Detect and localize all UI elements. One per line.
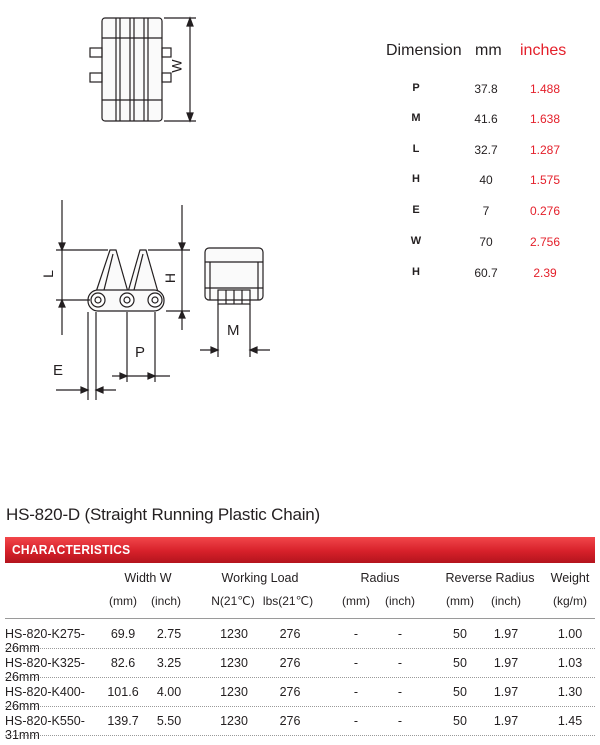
rev-mm-subheader: (mm) bbox=[446, 594, 474, 608]
row-rev-inch: 1.97 bbox=[493, 627, 519, 641]
end-view-drawing bbox=[200, 248, 270, 357]
table-row bbox=[5, 707, 595, 742]
row-load-n: 1230 bbox=[220, 685, 248, 699]
row-radius-inch: - bbox=[397, 627, 403, 641]
dimension-key: H bbox=[412, 266, 420, 278]
row-width-inch: 5.50 bbox=[156, 714, 182, 728]
row-radius-inch: - bbox=[397, 685, 403, 699]
end-view-m-label: M bbox=[227, 322, 240, 339]
working-load-group-header: Working Load bbox=[221, 571, 299, 585]
row-radius-mm: - bbox=[353, 656, 359, 670]
row-radius-mm: - bbox=[353, 685, 359, 699]
dimension-mm-value: 37.8 bbox=[474, 82, 498, 96]
inches-header: inches bbox=[520, 42, 567, 59]
load-lbs-subheader: lbs(21℃) bbox=[262, 594, 314, 608]
side-view-drawing bbox=[56, 200, 190, 400]
row-weight: 1.03 bbox=[557, 656, 583, 670]
dimension-key: W bbox=[410, 235, 422, 247]
reverse-radius-group-header: Reverse Radius bbox=[445, 571, 535, 585]
table-row bbox=[5, 620, 595, 655]
table-header-rule bbox=[5, 618, 595, 619]
dimension-mm-value: 41.6 bbox=[474, 112, 498, 126]
dimension-key: P bbox=[412, 82, 420, 94]
side-view-e-label: E bbox=[53, 362, 64, 379]
row-width-mm: 82.6 bbox=[110, 656, 136, 670]
row-rev-mm: 50 bbox=[453, 627, 467, 641]
width-mm-subheader: (mm) bbox=[109, 594, 137, 608]
row-width-inch: 4.00 bbox=[156, 685, 182, 699]
width-group-header: Width W bbox=[124, 571, 172, 585]
table-row bbox=[5, 649, 595, 684]
dimension-key: E bbox=[412, 204, 420, 216]
load-n-subheader: N(21℃) bbox=[211, 594, 255, 608]
dimension-inches-value: 0.276 bbox=[529, 204, 561, 218]
dimension-mm-value: 7 bbox=[482, 204, 490, 218]
weight-unit-subheader: (kg/m) bbox=[553, 594, 587, 608]
weight-group-header: Weight bbox=[550, 571, 590, 585]
row-radius-inch: - bbox=[397, 656, 403, 670]
side-view-l-label: L bbox=[39, 270, 56, 278]
dimension-row bbox=[380, 235, 570, 255]
dimension-key: L bbox=[412, 143, 420, 155]
dimension-inches-value: 1.488 bbox=[529, 82, 561, 96]
row-width-inch: 3.25 bbox=[156, 656, 182, 670]
table-row bbox=[5, 678, 595, 713]
row-load-lbs: 276 bbox=[279, 685, 301, 699]
row-rev-inch: 1.97 bbox=[493, 656, 519, 670]
row-radius-inch: - bbox=[397, 714, 403, 728]
radius-mm-subheader: (mm) bbox=[342, 594, 370, 608]
dimension-key: M bbox=[411, 112, 421, 124]
dimension-mm-value: 60.7 bbox=[474, 266, 498, 280]
dimension-row bbox=[380, 204, 570, 224]
row-rev-mm: 50 bbox=[453, 714, 467, 728]
row-load-lbs: 276 bbox=[279, 627, 301, 641]
row-width-inch: 2.75 bbox=[156, 627, 182, 641]
dimension-mm-value: 40 bbox=[479, 173, 493, 187]
row-rev-inch: 1.97 bbox=[493, 714, 519, 728]
top-view-w-label: W bbox=[168, 59, 185, 73]
dimension-inches-value: 1.575 bbox=[529, 173, 561, 187]
dimension-header: Dimension bbox=[386, 42, 462, 59]
dimension-mm-value: 70 bbox=[479, 235, 493, 249]
row-weight: 1.30 bbox=[557, 685, 583, 699]
side-view-p-label: P bbox=[135, 344, 146, 361]
row-name: HS-820-K550-31mm bbox=[5, 714, 85, 742]
row-weight: 1.45 bbox=[557, 714, 583, 728]
row-rev-inch: 1.97 bbox=[493, 685, 519, 699]
mm-header: mm bbox=[475, 42, 502, 59]
row-radius-mm: - bbox=[353, 627, 359, 641]
row-name: HS-820-K275-26mm bbox=[5, 627, 85, 655]
characteristics-banner bbox=[5, 537, 595, 563]
dimension-inches-value: 2.756 bbox=[529, 235, 561, 249]
row-weight: 1.00 bbox=[557, 627, 583, 641]
dimension-row bbox=[380, 143, 570, 163]
row-load-n: 1230 bbox=[220, 627, 248, 641]
dimension-row bbox=[380, 266, 570, 286]
row-width-mm: 139.7 bbox=[107, 714, 139, 728]
side-view-h-label: H bbox=[162, 272, 179, 284]
dimension-key: H bbox=[412, 173, 420, 185]
product-title: HS-820-D (Straight Running Plastic Chain) bbox=[6, 505, 320, 524]
rev-inch-subheader: (inch) bbox=[490, 594, 521, 608]
row-width-mm: 69.9 bbox=[110, 627, 136, 641]
dimension-row bbox=[380, 173, 570, 193]
dimension-inches-value: 1.287 bbox=[529, 143, 561, 157]
dimension-mm-value: 32.7 bbox=[474, 143, 498, 157]
row-load-n: 1230 bbox=[220, 714, 248, 728]
dimension-inches-value: 2.39 bbox=[533, 266, 557, 280]
row-name: HS-820-K400-26mm bbox=[5, 685, 85, 713]
radius-inch-subheader: (inch) bbox=[384, 594, 415, 608]
row-rev-mm: 50 bbox=[453, 685, 467, 699]
dimension-row bbox=[380, 112, 570, 132]
row-name: HS-820-K325-26mm bbox=[5, 656, 85, 684]
row-radius-mm: - bbox=[353, 714, 359, 728]
width-inch-subheader: (inch) bbox=[150, 594, 181, 608]
dimension-row bbox=[380, 82, 570, 102]
row-load-lbs: 276 bbox=[279, 656, 301, 670]
row-rev-mm: 50 bbox=[453, 656, 467, 670]
radius-group-header: Radius bbox=[360, 571, 400, 585]
row-load-lbs: 276 bbox=[279, 714, 301, 728]
row-load-n: 1230 bbox=[220, 656, 248, 670]
dimension-inches-value: 1.638 bbox=[529, 112, 561, 126]
characteristics-banner-label: CHARACTERISTICS bbox=[12, 542, 131, 557]
row-width-mm: 101.6 bbox=[107, 685, 139, 699]
